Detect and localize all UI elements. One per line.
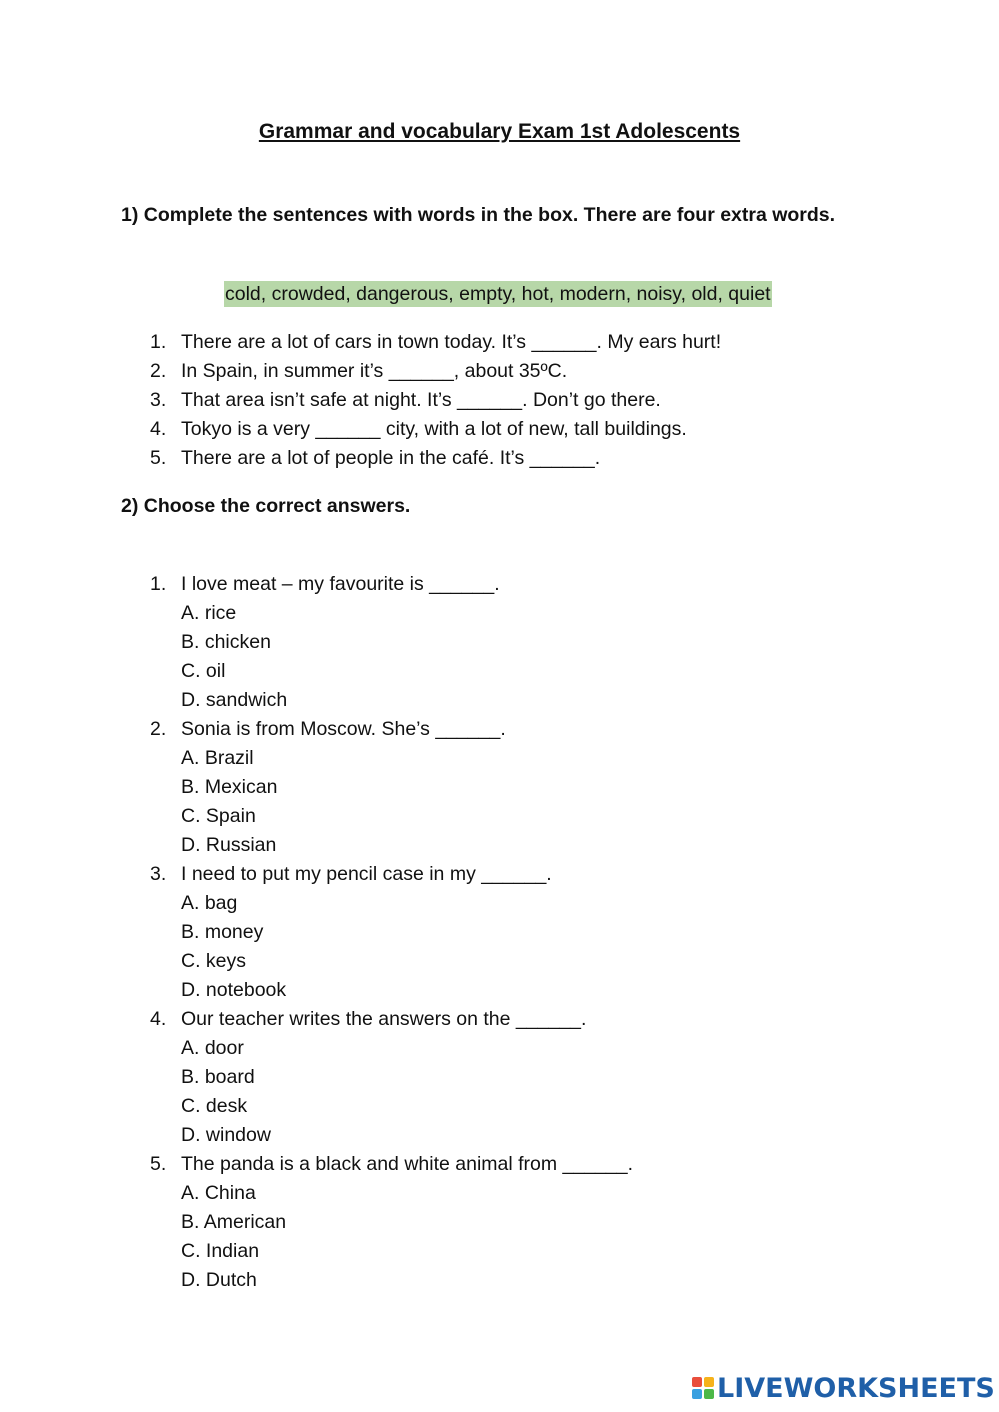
option-label: A. Brazil <box>181 747 254 769</box>
option-label: C. Indian <box>181 1240 260 1262</box>
item-number: 3. <box>150 389 167 411</box>
option-label: B. money <box>181 921 264 943</box>
question-number: 1. <box>150 573 167 595</box>
option-label: C. Spain <box>181 805 256 827</box>
item-text: That area isn’t safe at night. It’s ______. Don’t go there. <box>181 389 661 411</box>
item-number: 2. <box>150 360 167 382</box>
option-label: B. board <box>181 1066 255 1088</box>
logo-tile <box>704 1377 714 1387</box>
question-text: I need to put my pencil case in my ______. <box>181 863 552 885</box>
option-label: D. notebook <box>181 979 287 1001</box>
option-label: C. desk <box>181 1095 248 1117</box>
liveworksheets-logo[interactable] <box>692 1372 995 1404</box>
item-number: 1. <box>150 331 167 353</box>
question-number: 2. <box>150 718 167 740</box>
option-label: D. Dutch <box>181 1269 257 1291</box>
item-text: In Spain, in summer it’s ______, about 35ºC. <box>181 360 568 382</box>
option-label: D. sandwich <box>181 689 288 711</box>
option-label: D. Russian <box>181 834 277 856</box>
option-label: B. chicken <box>181 631 271 653</box>
logo-tile <box>704 1389 714 1399</box>
logo-text: LIVEWORKSHEETS <box>717 1372 995 1404</box>
question-number: 4. <box>150 1008 167 1030</box>
option-label: C. keys <box>181 950 247 972</box>
option-label: A. door <box>181 1037 244 1059</box>
question-text: The panda is a black and white animal from ______. <box>181 1153 634 1175</box>
liveworksheets-logo-icon <box>692 1377 714 1399</box>
option-label: B. Mexican <box>181 776 278 798</box>
option-label: A. China <box>181 1182 256 1204</box>
section-1-heading: 1) Complete the sentences with words in the box. There are four extra words. <box>121 204 836 226</box>
option-label: C. oil <box>181 660 226 682</box>
page-title: Grammar and vocabulary Exam 1st Adolescents <box>258 120 741 143</box>
logo-tile <box>692 1377 702 1387</box>
item-text: There are a lot of people in the café. It’s ______. <box>181 447 601 469</box>
logo-tile <box>692 1389 702 1399</box>
item-text: Tokyo is a very ______ city, with a lot of new, tall buildings. <box>181 418 687 440</box>
option-label: B. American <box>181 1211 287 1233</box>
option-label: A. rice <box>181 602 237 624</box>
word-box: cold, crowded, dangerous, empty, hot, modern, noisy, old, quiet <box>225 283 771 305</box>
item-text: There are a lot of cars in town today. It’s ______. My ears hurt! <box>181 331 722 353</box>
option-label: D. window <box>181 1124 271 1146</box>
option-label: A. bag <box>181 892 238 914</box>
question-text: I love meat – my favourite is ______. <box>181 573 500 595</box>
item-number: 4. <box>150 418 167 440</box>
section-2-heading: 2) Choose the correct answers. <box>121 495 411 517</box>
question-text: Sonia is from Moscow. She’s ______. <box>181 718 506 740</box>
question-text: Our teacher writes the answers on the ______. <box>181 1008 587 1030</box>
question-number: 5. <box>150 1153 167 1175</box>
question-number: 3. <box>150 863 167 885</box>
item-number: 5. <box>150 447 167 469</box>
